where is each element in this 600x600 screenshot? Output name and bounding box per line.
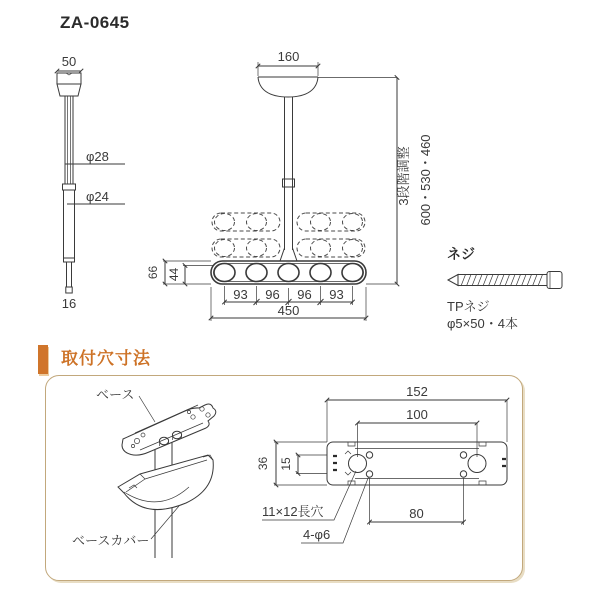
dim-44: 44 — [167, 267, 181, 282]
dim-66: 66 — [146, 265, 160, 280]
hole-count-label: 4-φ6 — [303, 527, 331, 542]
screw-spec-label: φ5×50・4本 — [447, 316, 518, 331]
screw-section — [447, 246, 562, 331]
screw-type-label: TPネジ — [447, 299, 490, 314]
iso-base-view — [72, 387, 216, 558]
mounting-section-heading: 取付穴寸法 — [57, 344, 155, 369]
dim-100: 100 — [406, 407, 428, 422]
dim-phi28: φ28 — [86, 149, 109, 164]
dim-pitch-3: 96 — [297, 287, 312, 302]
dim-adjust-label: 3段階調整 — [396, 146, 411, 206]
plate-plan-view — [256, 384, 507, 543]
dim-80: 80 — [409, 506, 424, 521]
dim-pitch-2: 96 — [265, 287, 280, 302]
front-view-unit — [146, 49, 433, 321]
dim-15: 15 — [279, 457, 293, 471]
dim-160: 160 — [277, 49, 300, 64]
arm-position-dashed-lower — [212, 239, 365, 257]
dim-50: 50 — [61, 54, 77, 69]
dim-pitch-4: 93 — [329, 287, 344, 302]
screw-heading: ネジ — [447, 246, 475, 262]
slot-label: 11×12長穴 — [262, 504, 324, 519]
side-view-pole — [57, 54, 125, 311]
product-code-title: ZA-0645 — [60, 13, 130, 32]
hanger-bar — [211, 261, 366, 284]
iso-base-plate — [122, 404, 216, 455]
arm-position-dashed-upper — [212, 213, 365, 231]
dim-16: 16 — [61, 296, 77, 311]
dim-450: 450 — [277, 303, 300, 318]
mounting-section-accent-bar — [38, 345, 48, 374]
base-cover-label: ベースカバー — [72, 533, 150, 548]
dim-152: 152 — [406, 384, 428, 399]
dim-36: 36 — [256, 456, 270, 471]
screw-drawing — [448, 272, 562, 289]
iso-base-cover — [118, 455, 213, 510]
dim-pitch-1: 93 — [233, 287, 248, 302]
dim-adjust-values: 600・530・460 — [418, 134, 433, 226]
dim-phi24: φ24 — [86, 189, 109, 204]
base-label: ベース — [96, 387, 135, 402]
mounting-drawing — [45, 375, 523, 581]
